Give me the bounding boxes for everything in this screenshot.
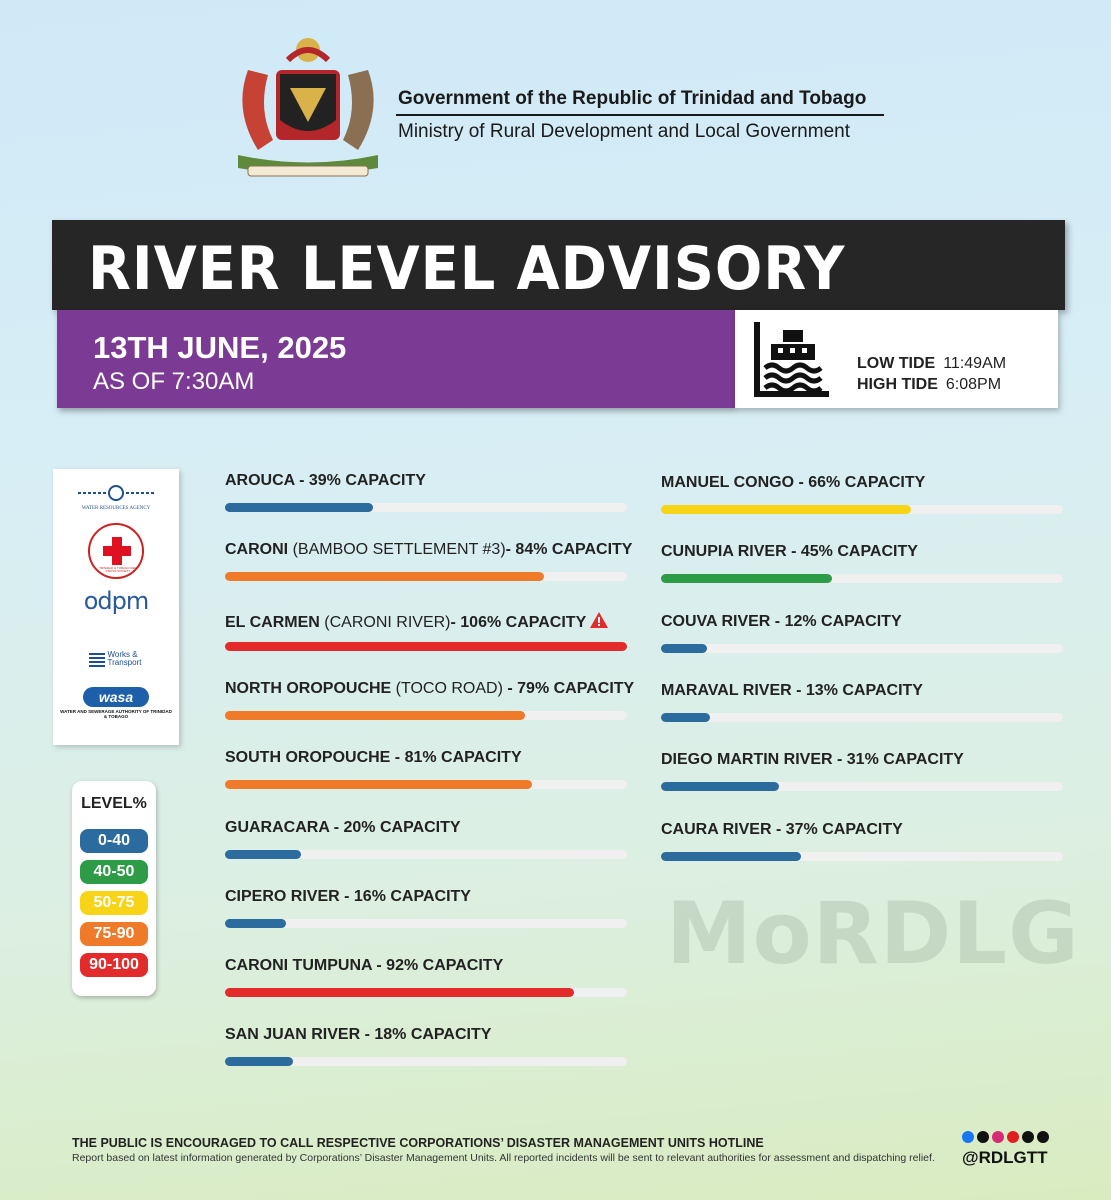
river-bar-track [225, 780, 627, 789]
works-transport-logo [53, 651, 179, 672]
legend-range-75-90: 75-90 [80, 922, 148, 946]
legend-range-50-75: 50-75 [80, 891, 148, 915]
red-cross-society-text: TRINIDAD & TOBAGO RED CROSS SOCIETY [99, 567, 137, 573]
coat-of-arms-icon [228, 30, 388, 180]
river-row [661, 613, 1071, 663]
river-row [225, 541, 635, 591]
river-bar-fill [661, 505, 911, 514]
river-capacity-text: CARONI TUMPUNA - 92% CAPACITY [225, 957, 504, 975]
river-label [225, 749, 522, 767]
social-handle[interactable]: @RDLGTT [962, 1148, 1048, 1167]
river-capacity-text: COUVA RIVER - 12% CAPACITY [661, 612, 902, 630]
river-bar-fill [225, 919, 286, 928]
level-legend [72, 781, 156, 996]
river-bar-track [661, 644, 1063, 653]
river-row [225, 611, 635, 661]
river-label [661, 751, 964, 769]
river-row [225, 819, 635, 869]
river-bar-fill [661, 713, 710, 722]
river-bar-track [225, 919, 627, 928]
warning-icon [589, 611, 609, 629]
river-sublocation: (BAMBOO SETTLEMENT #3) [292, 541, 506, 559]
works-transport-text: Works & Transport [107, 650, 142, 667]
red-cross-logo [53, 523, 179, 579]
river-bar-fill [661, 782, 779, 791]
instagram-icon[interactable] [992, 1131, 1004, 1143]
river-row [661, 751, 1071, 801]
river-capacity-text: AROUCA - 39% CAPACITY [225, 472, 426, 489]
red-cross-icon [88, 523, 144, 579]
high-tide-label: HIGH TIDE [857, 376, 938, 393]
low-tide-time: 11:49AM [943, 355, 1007, 372]
river-capacity-text: MARAVAL RIVER - 13% CAPACITY [661, 681, 923, 699]
title-banner [52, 220, 1065, 310]
river-bar-fill [661, 644, 707, 653]
legend-range-0-40: 0-40 [80, 829, 148, 853]
wasa-text: WATER AND SEWERAGE AUTHORITY OF TRINIDAD & TOBAGO [60, 709, 172, 719]
river-bar-fill [225, 988, 574, 997]
footer-disclaimer: Report based on latest information generated by Corporations’ Disaster Management Units. All reported incidents will be sent to relevant authorities for assessment and dispatching relief. [72, 1152, 935, 1164]
odpm-logo [53, 587, 179, 615]
government-header [228, 30, 908, 190]
river-capacity-text: MANUEL CONGO - 66% CAPACITY [661, 474, 926, 491]
high-tide-row [857, 376, 1001, 394]
river-bar-track [661, 505, 1063, 514]
river-row [225, 888, 635, 938]
page-title: RIVER LEVEL ADVISORY [88, 234, 846, 304]
river-row [225, 680, 635, 730]
x-icon[interactable] [977, 1131, 989, 1143]
river-bar-fill [225, 711, 525, 720]
river-label [661, 682, 923, 700]
river-label [661, 474, 925, 492]
threads-icon[interactable] [1022, 1131, 1034, 1143]
river-bar-fill [225, 850, 301, 859]
river-bar-fill [661, 574, 832, 583]
low-tide-row [857, 355, 1006, 373]
river-bar-track [225, 988, 627, 997]
footer-notice: THE PUBLIC IS ENCOURAGED TO CALL RESPECTIVE CORPORATIONS’ DISASTER MANAGEMENT UNITS HOTLINE [72, 1136, 764, 1150]
river-label [225, 680, 634, 698]
river-row [225, 957, 635, 1007]
river-row [225, 472, 635, 522]
river-bar-fill [225, 572, 544, 581]
river-label [661, 613, 902, 631]
river-row [661, 474, 1071, 524]
social-icons [962, 1131, 1057, 1145]
river-capacity-text: DIEGO MARTIN RIVER - 31% CAPACITY [661, 751, 964, 769]
river-bar-fill [661, 852, 801, 861]
water-resources-agency-logo [53, 485, 179, 511]
advisory-time: AS OF 7:30AM [93, 368, 255, 395]
river-bar-track [661, 713, 1063, 722]
river-capacity-text: SOUTH OROPOUCHE - 81% CAPACITY [225, 749, 522, 767]
river-bar-fill [225, 642, 627, 651]
river-capacity-text: - 84% CAPACITY [505, 541, 633, 559]
tiktok-icon[interactable] [1037, 1131, 1049, 1143]
river-bar-fill [225, 1057, 293, 1066]
river-row [661, 821, 1071, 871]
youtube-icon[interactable] [1007, 1131, 1019, 1143]
watermark: MoRDLG [666, 884, 1080, 984]
river-sublocation: (CARONI RIVER) [324, 613, 451, 631]
header-divider [396, 114, 884, 116]
wasa-mark-text: wasa [98, 689, 134, 705]
water-resources-agency-icon [76, 485, 156, 501]
river-bar-track [661, 852, 1063, 861]
river-name: EL CARMEN [225, 613, 325, 631]
river-label [661, 543, 918, 561]
river-label [225, 541, 632, 559]
river-bar-track [225, 503, 627, 512]
river-sublocation: (TOCO ROAD) [395, 679, 503, 697]
river-label [225, 888, 471, 906]
river-name: CARONI [225, 541, 293, 559]
partner-logos-panel [53, 469, 179, 745]
wasa-logo [53, 687, 179, 719]
river-row [661, 543, 1071, 593]
advisory-date: 13TH JUNE, 2025 [93, 330, 347, 365]
river-capacity-text: - 79% CAPACITY [502, 679, 635, 697]
river-bar-track [225, 850, 627, 859]
river-capacity-text: GUARACARA - 20% CAPACITY [225, 818, 461, 836]
river-row [225, 1026, 635, 1076]
river-bar-track [225, 572, 627, 581]
river-label [225, 957, 503, 975]
government-title: Government of the Republic of Trinidad and Tobago [398, 88, 867, 109]
odpm-text: odpm [83, 587, 149, 615]
low-tide-label: LOW TIDE [857, 355, 936, 372]
water-resources-agency-text: WATER RESOURCES AGENCY [81, 506, 151, 511]
river-bar-track [661, 574, 1063, 583]
river-row [661, 682, 1071, 732]
river-label [661, 821, 903, 839]
river-bar-track [661, 782, 1063, 791]
river-name: NORTH OROPOUCHE [225, 679, 396, 697]
facebook-icon[interactable] [962, 1131, 974, 1143]
river-label [225, 472, 426, 490]
river-bar-fill [225, 780, 532, 789]
wasa-badge [83, 687, 149, 707]
river-bar-fill [225, 503, 373, 512]
river-capacity-text: SAN JUAN RIVER - 18% CAPACITY [225, 1026, 492, 1044]
date-banner [57, 310, 735, 408]
legend-range-40-50: 40-50 [80, 860, 148, 884]
river-bar-track [225, 711, 627, 720]
river-bar-track [225, 642, 627, 651]
river-row [225, 749, 635, 799]
ship-tide-icon [753, 320, 831, 398]
works-transport-icon [89, 651, 105, 667]
river-label [225, 1026, 491, 1044]
river-capacity-text: CIPERO RIVER - 16% CAPACITY [225, 887, 471, 905]
river-label [225, 611, 609, 632]
river-bar-track [225, 1057, 627, 1066]
river-capacity-text: - 106% CAPACITY [450, 613, 587, 631]
tide-panel [735, 310, 1058, 408]
river-capacity-text: CAURA RIVER - 37% CAPACITY [661, 820, 903, 838]
legend-title: LEVEL% [81, 795, 147, 812]
ministry-name: Ministry of Rural Development and Local Government [398, 121, 850, 142]
high-tide-time: 6:08PM [945, 376, 1002, 393]
river-capacity-text: CUNUPIA RIVER - 45% CAPACITY [661, 543, 918, 561]
legend-range-90-100: 90-100 [80, 953, 148, 977]
river-label [225, 819, 461, 837]
